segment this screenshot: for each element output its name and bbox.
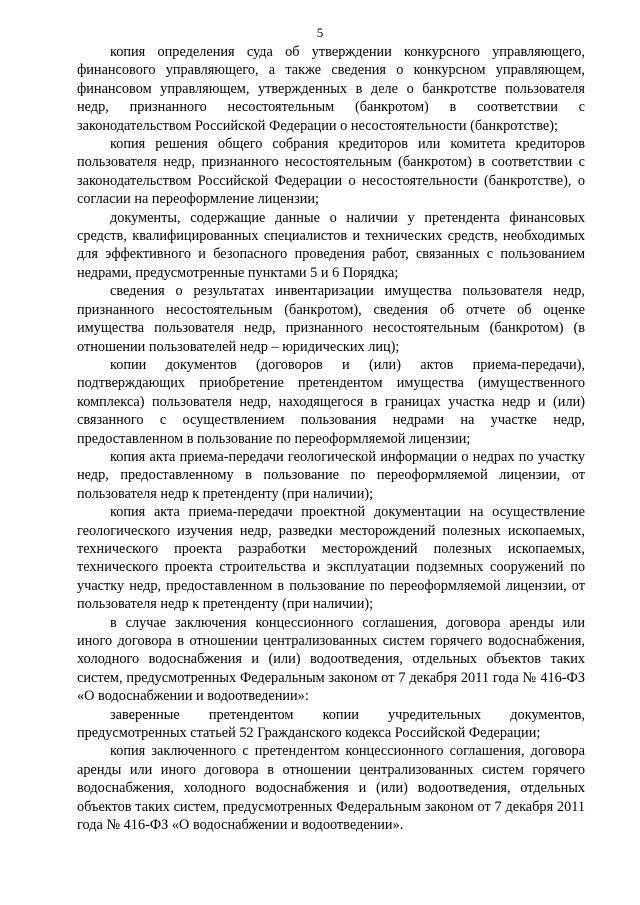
paragraph: копия заключенного с претендентом концессионного соглашения, договора аренды или иного договора в отношении централизованных систем горячего водоснабжения, холодного водоснабжения и (или) водоотведения, отдельных объектов таких систем, предусмотренных Федеральным законом от 7 декабря 2011 года № 416-ФЗ «О водоснабжении и водоотведении».	[77, 743, 585, 834]
paragraph: копии документов (договоров и (или) актов приема-передачи), подтверждающих приобретение претендентом имущества (имущественного комплекса) пользователя недр, находящегося в границах участка недр и (или) связанного с осуществлением пользования недрами на участке недр, предоставленном в пользование по переоформляемой лицензии;	[77, 356, 585, 447]
paragraph: сведения о результатах инвентаризации имущества пользователя недр, признанного несостоятельным (банкротом), сведения об отчете об оценке имущества пользователя недр, признанного несостоятельным (банкротом) (в отношении пользователей недр – юридических лиц);	[77, 283, 585, 355]
document-body	[77, 43, 585, 834]
paragraph: заверенные претендентом копии учредительных документов, предусмотренных статьей 52 Гражданского кодекса Российской Федерации;	[77, 706, 585, 742]
paragraph: в случае заключения концессионного соглашения, договора аренды или иного договора в отношении централизованных систем горячего водоснабжения, холодного водоснабжения и (или) водоотведения, отдельных объектов таких систем, предусмотренных Федеральным законом от 7 декабря 2011 года № 416-ФЗ «О водоснабжении и водоотведении»:	[77, 614, 585, 705]
paragraph: копия акта приема-передачи проектной документации на осуществление геологического изучения недр, разведки месторождений полезных ископаемых, технического проекта разработки месторождений полезных ископаемых, технического проекта строительства и эксплуатации подземных сооружений по участку недр, предоставленном в пользование по переоформляемой лицензии, от пользователя недр к претенденту (при наличии);	[77, 504, 585, 613]
paragraph: копия решения общего собрания кредиторов или комитета кредиторов пользователя недр, признанного несостоятельным (банкротом) в соответствии с законодательством Российской Федерации о несостоятельности (банкротстве), о согласии на переоформление лицензии;	[77, 136, 585, 208]
paragraph: документы, содержащие данные о наличии у претендента финансовых средств, квалифицированных специалистов и технических средств, необходимых для эффективного и безопасного проведения работ, связанных с пользованием недрами, предусмотренные пунктами 5 и 6 Порядка;	[77, 209, 585, 281]
paragraph: копия акта приема-передачи геологической информации о недрах по участку недр, предоставленному в пользование по переоформляемой лицензии, от пользователя недр к претенденту (при наличии);	[77, 448, 585, 502]
page-number: 5	[316, 25, 324, 40]
paragraph: копия определения суда об утверждении конкурсного управляющего, финансового управляющего, а также сведения о конкурсном управляющем, финансовом управляющем, утвержденных в деле о банкротстве пользователя недр, признанного несостоятельным (банкротом) в соответствии с законодательством Российской Федерации о несостоятельности (банкротстве);	[77, 44, 585, 134]
